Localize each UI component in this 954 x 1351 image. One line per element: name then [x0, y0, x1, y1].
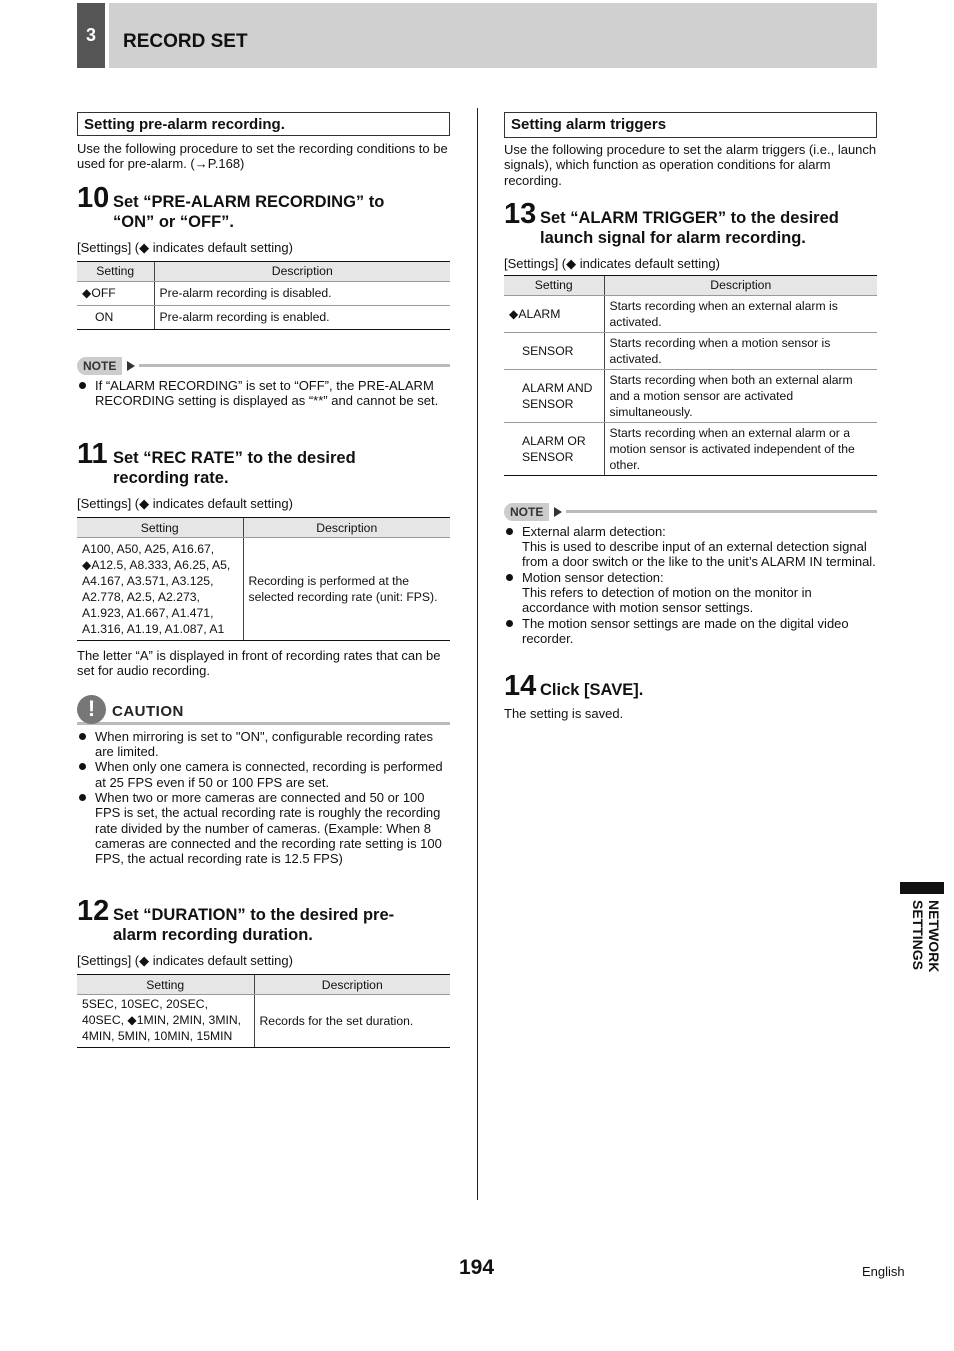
bullet-icon	[506, 574, 513, 581]
note-header	[504, 502, 877, 522]
caution-text: When two or more cameras are connected and 50 or 100 FPS is set, the actual recording rate is roughly the recording rate divided by the number of cameras. (Example: When 8 cameras are connected and the recording rate setting is 100 FPS, the actual recording rate is 12.5 FPS)	[95, 789, 442, 867]
caution-text: When only one camera is connected, recording is performed at 25 FPS even if 50 or 100 FPS are set.	[95, 759, 443, 790]
table-row	[77, 281, 450, 305]
setting-cell: 5SEC, 10SEC, 20SEC, 40SEC, ◆1MIN, 2MIN, 3MIN, 4MIN, 5MIN, 10MIN, 15MIN	[77, 995, 254, 1048]
step-number: 11	[77, 438, 108, 471]
description-cell: Starts recording when a motion sensor is activated.	[604, 332, 877, 369]
arrow-right-icon	[127, 361, 135, 371]
table-header-description: Description	[604, 275, 877, 295]
note-text: If “ALARM RECORDING” is set to “OFF”, the PRE-ALARM RECORDING setting is displayed as “**” and cannot be set.	[95, 377, 439, 408]
alarm-triggers-intro: Use the following procedure to set the alarm triggers (i.e., launch signals), which function as operation conditions for alarm recording.	[504, 142, 877, 188]
setting-cell: SENSOR	[504, 332, 604, 369]
step-title-line2: alarm recording duration.	[113, 926, 313, 945]
step-number: 14	[504, 670, 537, 703]
step-11	[77, 438, 450, 488]
table-header-setting: Setting	[77, 975, 254, 995]
table-header-setting: Setting	[77, 261, 154, 281]
list-item	[504, 524, 877, 570]
description-cell: Starts recording when both an external alarm and a motion sensor are activated simultaneously.	[604, 369, 877, 422]
list-item	[77, 759, 450, 790]
section-title-alarm-triggers: Setting alarm triggers	[504, 112, 877, 138]
step-title-line1: Click [SAVE].	[540, 681, 644, 700]
note-header	[77, 356, 450, 376]
step-number: 10	[77, 181, 110, 214]
side-tab-line2: SETTINGS	[910, 900, 926, 971]
setting-cell: ALARM AND SENSOR	[504, 369, 604, 422]
list-item	[504, 570, 877, 616]
step-title-line1: Set “ALARM TRIGGER” to the desired	[540, 208, 839, 227]
caution-label: CAUTION	[112, 702, 184, 720]
arrow-right-icon	[554, 507, 562, 517]
bullet-icon	[79, 794, 86, 801]
chapter-number: 3	[77, 3, 105, 68]
setting-cell: ◆OFF	[77, 281, 154, 305]
note-label: NOTE	[504, 503, 549, 521]
side-tab-label	[910, 900, 942, 972]
note-rule	[139, 364, 450, 367]
side-tab-line1: NETWORK	[926, 900, 942, 973]
note-item-title: Motion sensor detection:	[522, 569, 664, 585]
settings-caption: [Settings] (◆ indicates default setting)	[504, 255, 720, 271]
table-row	[504, 295, 877, 332]
note-item-body: This refers to detection of motion on the monitor in accordance with motion sensor settings.	[522, 585, 812, 616]
step-12	[77, 895, 450, 945]
table-row	[504, 369, 877, 422]
rec-rate-table	[77, 517, 450, 641]
description-cell: Pre-alarm recording is enabled.	[154, 305, 450, 329]
table-row	[77, 305, 450, 329]
description-cell: Recording is performed at the selected recording rate (unit: FPS).	[243, 538, 450, 641]
description-cell: Records for the set duration.	[254, 995, 450, 1048]
step-number: 12	[77, 895, 110, 928]
step-title-line1: Set “REC RATE” to the desired	[113, 449, 356, 468]
bullet-icon	[506, 528, 513, 535]
step-13	[504, 197, 877, 248]
caution-list	[77, 729, 450, 867]
table-row	[504, 332, 877, 369]
step-title-line2: launch signal for alarm recording.	[540, 228, 806, 247]
table-row	[504, 422, 877, 475]
table-header-description: Description	[243, 518, 450, 538]
note-item-title: The motion sensor settings are made on the digital video recorder.	[522, 615, 849, 646]
bullet-icon	[506, 620, 513, 627]
page-number: 194	[459, 1256, 495, 1279]
note-item-title: External alarm detection:	[522, 523, 666, 539]
step-title-line2: “ON” or “OFF”.	[113, 212, 234, 231]
column-divider	[477, 108, 478, 1200]
settings-caption: [Settings] (◆ indicates default setting)	[77, 496, 293, 512]
bullet-icon	[79, 733, 86, 740]
table-header-setting: Setting	[504, 275, 604, 295]
description-cell: Pre-alarm recording is disabled.	[154, 281, 450, 305]
audio-rate-note: The letter “A” is displayed in front of recording rates that can be set for audio recording.	[77, 648, 441, 679]
note-list	[504, 524, 877, 646]
alarm-trigger-table	[504, 275, 877, 476]
step-title-line1: Set “DURATION” to the desired pre-	[113, 906, 395, 925]
setting-cell: ◆ALARM	[504, 295, 604, 332]
step-title-line1: Set “PRE-ALARM RECORDING” to	[113, 192, 385, 211]
description-cell: Starts recording when an external alarm is activated.	[604, 295, 877, 332]
note-rule	[566, 510, 877, 513]
section-title-pre-alarm: Setting pre-alarm recording.	[77, 112, 450, 136]
list-item	[77, 790, 450, 866]
step-10	[77, 181, 450, 232]
table-row	[77, 538, 450, 641]
step-number: 13	[504, 197, 537, 230]
settings-caption: [Settings] (◆ indicates default setting)	[77, 239, 293, 255]
note-label: NOTE	[77, 357, 122, 375]
caution-header	[77, 692, 450, 725]
list-item	[77, 378, 450, 409]
bullet-icon	[79, 763, 86, 770]
table-row	[77, 995, 450, 1048]
note-list	[77, 378, 450, 409]
setting-cell: ALARM OR SENSOR	[504, 422, 604, 475]
caution-text: When mirroring is set to "ON", configurable recording rates are limited.	[95, 728, 433, 760]
right-column	[504, 112, 877, 722]
list-item	[77, 729, 450, 760]
pre-alarm-intro: Use the following procedure to set the recording conditions to be used for pre-alarm. (→P.168)	[77, 141, 448, 172]
chapter-header	[109, 3, 877, 68]
exclamation-icon: !	[77, 695, 106, 724]
side-tab-marker	[900, 882, 944, 894]
note-item-body: This is used to describe input of an external detection signal from a door switch or the like to the unit’s ALARM IN terminal.	[522, 539, 876, 570]
table-header-description: Description	[254, 975, 450, 995]
bullet-icon	[79, 382, 86, 389]
list-item	[504, 616, 877, 647]
chapter-title: RECORD SET	[123, 31, 248, 52]
setting-cell: ON	[77, 305, 154, 329]
table-header-description: Description	[154, 261, 450, 281]
left-column	[77, 112, 450, 1048]
pre-alarm-table	[77, 261, 450, 330]
description-cell: Starts recording when an external alarm or a motion sensor is activated independent of the other.	[604, 422, 877, 475]
setting-cell: A100, A50, A25, A16.67, ◆A12.5, A8.333, A6.25, A5, A4.167, A3.571, A3.125, A2.778, A2.5, A2.273, A1.923, A1.667, A1.471, A1.316, A1.19, A1.087, A1	[77, 538, 243, 641]
settings-caption: [Settings] (◆ indicates default setting)	[77, 953, 293, 969]
language-label: English	[862, 1264, 905, 1279]
step-14	[504, 670, 877, 703]
step-title-line2: recording rate.	[113, 469, 229, 488]
save-result-text: The setting is saved.	[504, 706, 624, 722]
table-header-setting: Setting	[77, 518, 243, 538]
duration-table	[77, 974, 450, 1048]
